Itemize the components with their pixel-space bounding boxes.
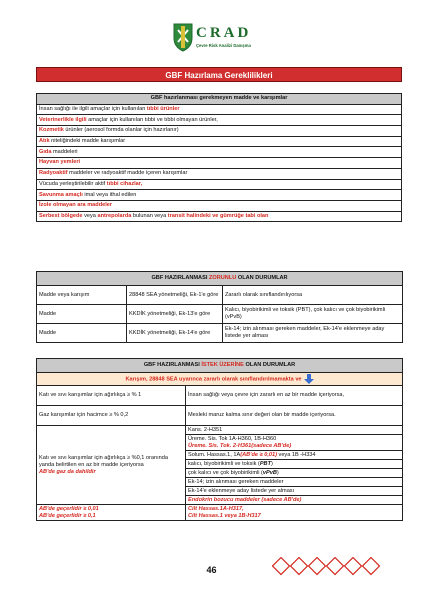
logo-subtitle: Çevre Risk Analizi Danışma xyxy=(196,43,251,48)
table-row: Gıda maddeleri xyxy=(37,147,402,158)
table-row: çok kalıcı ve çok biyobirikimli (vPvB) xyxy=(37,469,403,478)
hazard-pictograms xyxy=(272,557,392,577)
table-row: Endokrin bozucu maddeler (sadece AB'de) xyxy=(37,496,403,505)
table-header: GBF HAZIRLANMASI İSTEK ÜZERİNE OLAN DURUMLAR xyxy=(37,359,403,373)
table-row: Solum. Hassas.1, 1A(AB'de ≥ 0,01) veya 1B -H334 xyxy=(37,451,403,460)
table-row: Atık niteliğindeki madde karışımlar xyxy=(37,136,402,147)
table-row: AB'de geçerlidir ≥ 0,01 AB'de geçerlidir ≥ 0,1 Cilt Hassas.1A-H317, Cilt Hassas.1 veya 1B-H317 xyxy=(37,505,403,521)
table-not-required xyxy=(36,93,402,222)
table-row: Hayvan yemleri xyxy=(37,158,402,169)
table-required xyxy=(36,271,403,343)
table-row: İzole olmayan ara maddeler xyxy=(37,200,402,211)
table-row: Serbest bölgede veya antrepolarda bulunan veya transit halindeki ve gümrüğe tabi olan xyxy=(37,211,402,222)
ghs-pictogram-icon xyxy=(291,558,308,575)
shield-logo-icon xyxy=(172,22,194,52)
table-row: Madde KKDİK yönetmeliği, Ek-13'e göre Kalıcı, biyobirikimli ve toksik (PBT), çok kalıcı ve çok biyobirikimli (vPvB) xyxy=(37,305,403,324)
table-row: Üreme. Sis. Tok 1A-H360, 1B-H360 Üreme. Sis. Tok. 2-H361(sadece AB'de) xyxy=(37,435,403,451)
logo-text: CRAD xyxy=(196,25,252,41)
ghs-pictogram-icon xyxy=(363,558,380,575)
table-row: Ek-14'e eklenmeye aday listede yer alması xyxy=(37,487,403,496)
ghs-pictogram-icon xyxy=(309,558,326,575)
table-on-request xyxy=(36,358,403,521)
table-header: GBF hazırlanması gerekmeyen madde ve karışımlar xyxy=(37,94,402,105)
table-row: Kozmetik ürünler (aerosol formda olanlar için hazırlanır) xyxy=(37,126,402,137)
section-banner: GBF Hazırlama Gereklilikleri xyxy=(36,67,402,82)
table-row: Ek-14; izin alınması gereken maddeler xyxy=(37,478,403,487)
table-row: Katı ve sıvı karışımlar için ağırlıkça ≥ % 1 İnsan sağlığı veya çevre için zararlı en az bir madde içeriyorsa, xyxy=(37,386,403,406)
page-number: 46 xyxy=(206,565,217,575)
table-row: İnsan sağlığı ile ilgili amaçlar için kullanılan tıbbi ürünler xyxy=(37,104,402,115)
crad-logo xyxy=(172,22,252,58)
table-row: Radyoaktif maddeler ve radyoaktif madde içeren karışımlar xyxy=(37,168,402,179)
ghs-pictogram-icon xyxy=(327,558,344,575)
table-row: Gaz karışımlar için hacimce ≥ % 0,2 Mesleki maruz kalma sınır değeri olan bir madde içeriyorsa. xyxy=(37,406,403,426)
table-row: Katı ve sıvı karışımlar için ağırlıkça ≥ %0,1 oranında yanda belirtilen en az bir madde içeriyorsa AB'de gaz da dahildir Kans. 2-H351 xyxy=(37,426,403,435)
table-row: Veterinerlikle ilgili amaçlar için kullanılan tıbbi ve tıbbi olmayan ürünler, xyxy=(37,115,402,126)
ghs-pictogram-icon xyxy=(345,558,362,575)
table-row: Savunma amaçlı imal veya ithal edilen xyxy=(37,190,402,201)
table-row: Madde KKDİK yönetmeliği, Ek-14'e göre Ek-14; izin alınması gereken maddeler, Ek-14'e eklenmeye aday listede yer alması xyxy=(37,324,403,343)
table-subheader: Karışım, 28848 SEA uyarınca zararlı olarak sınıflandırılmamakta ve xyxy=(37,373,403,386)
table-row: kalıcı, biyobirikimli ve toksik (PBT) xyxy=(37,460,403,469)
table-row: Vücuda yerleştirilebilir aktif tıbbi cihazlar, xyxy=(37,179,402,190)
table-row: Madde veya karışım 28848 SEA yönetmeliği, Ek-1'e göre Zararlı olarak sınıflandırılıyorsa xyxy=(37,286,403,305)
ghs-pictogram-icon xyxy=(273,558,290,575)
table-header: GBF HAZIRLANMASI ZORUNLU OLAN DURUMLAR xyxy=(37,272,403,286)
arrow-down-icon xyxy=(304,374,314,384)
